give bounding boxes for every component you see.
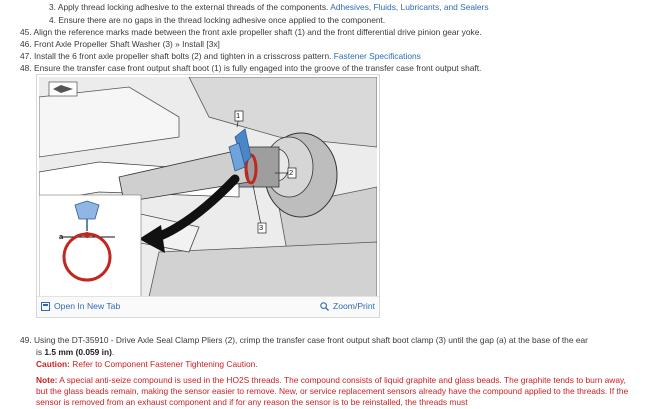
note-block [36,375,636,408]
step-text: Apply thread locking adhesive to the external threads of the components. [57,2,329,12]
open-in-new-tab-button[interactable] [41,301,120,311]
step-number: 45. [20,27,32,37]
step-text: Align the reference marks made between the front axle propeller shaft (1) and the front differential drive pinion gear yoke. [33,27,482,37]
step-3 [49,2,489,12]
step-text-suffix: . [111,347,115,357]
step-49-continued [36,347,114,357]
step-text: Ensure the transfer case front output shaft boot (1) is fully engaged into the groove of the transfer case front output shaft. [33,63,482,73]
step-47 [20,51,421,61]
callout-1: 1 [236,111,241,120]
step-text-prefix: is [36,347,45,357]
step-number: 49. [20,335,32,345]
adhesives-link[interactable]: Adhesives, Fluids, Lubricants, and Sealers [330,2,489,12]
callout-3: 3 [259,223,264,232]
zoom-print-label: Zoom/Print [332,301,375,311]
step-48 [20,63,481,73]
step-number: 46. [20,39,32,49]
step-number: 3. [49,2,56,12]
callout-2: 2 [289,168,294,177]
zoom-print-button[interactable] [320,301,375,311]
step-number: 4. [49,15,56,25]
step-45 [20,27,482,37]
note-text: A special anti-seize compound is used in the HO2S threads. The compound consists of liquid graphite and glass beads. The graphite tends to burn away, but the glass beads remain, making the sensor easier to remove. New, or service replacement sensors already have the compound applied to the threads. If the sensor is removed from an exhaust component and if for any reason the sensor is to be reinstalled, the threads must [36,375,629,407]
step-text: Ensure there are no gaps in the thread locking adhesive once applied to the component. [58,15,386,25]
callout-a: a [59,232,64,241]
procedure-illustration [36,74,380,318]
open-new-tab-icon [41,302,50,311]
illustration-art [39,77,377,297]
step-49 [20,335,588,345]
step-4 [49,15,385,25]
step-text: Using the DT-35910 - Drive Axle Seal Clamp Pliers (2), crimp the transfer case front output shaft boot clamp (3) until the gap (a) at the base of the ear [33,335,588,345]
caution-line [36,359,258,369]
gap-spec-value: 1.5 mm (0.059 in) [44,347,112,357]
note-label: Note: [36,375,58,385]
figure-toolbar [37,296,379,317]
zoom-magnifier-icon [320,302,329,311]
drivetrain-drawing [39,77,377,297]
step-text: Front Axle Propeller Shaft Washer (3) » Install [3x] [33,39,220,49]
step-number: 48. [20,63,32,73]
caution-label: Caution: [36,359,70,369]
step-text: Install the 6 front axle propeller shaft bolts (2) and tighten in a crisscross pattern. [33,51,332,61]
open-in-new-tab-label: Open In New Tab [54,301,121,311]
caution-text: Refer to Component Fastener Tightening Caution. [72,359,258,369]
fastener-specifications-link[interactable]: Fastener Specifications [333,51,421,61]
step-46 [20,39,220,49]
step-number: 47. [20,51,32,61]
